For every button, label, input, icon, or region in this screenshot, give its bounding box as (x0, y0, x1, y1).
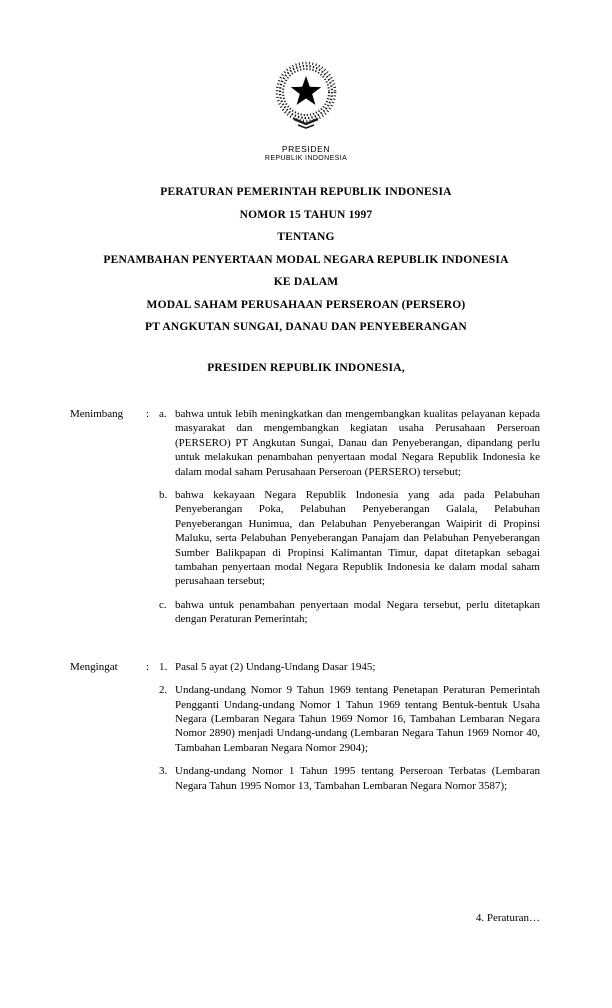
item-text: bahwa untuk lebih meningkatkan dan mengembangkan kualitas pelayanan kepada masyarakat dan mengembangkan kegiatan usaha Perusahaan Perseroan (PERSERO) PT Angkutan Sungai, Danau dan Penyeberangan, dipandang perlu untuk melakukan penambahan penyertaan modal Negara Republik Indonesia ke dalam modal saham Perusahaan Perseroan (PERSERO) tersebut; (175, 408, 540, 478)
item-marker: 1. (159, 660, 168, 673)
mengingat-label: Mengingat (70, 660, 118, 673)
item-text: Pasal 5 ayat (2) Undang-Undang Dasar 1945; (175, 660, 376, 673)
item-marker: 2. (159, 684, 168, 697)
menimbang-item-c (159, 598, 540, 627)
menimbang-item-b (159, 488, 540, 589)
mengingat-colon: : (146, 660, 150, 673)
item-marker: 3. (159, 765, 168, 778)
item-text: bahwa untuk penambahan penyertaan modal Negara tersebut, perlu ditetapkan dengan Peraturan Pemerintah; (175, 598, 540, 626)
item-text: bahwa kekayaan Negara Republik Indonesia yang ada pada Pelabuhan Penyeberangan Poka, Pelabuhan Penyeberangan Galala, Pelabuhan Penyeberangan Hunimua, dan Pelabuhan Penyeberangan Waipirit di Propinsi Maluku, serta Pelabuhan Penyeberangan Panajam dan Pelabuhan Penyeberangan Sumber Balikpapan di Propinsi Kalimantan Timur, dapat ditetapkan sebagai tambahan penyertaan modal Negara Republik Indonesia ke dalam modal saham perusahaan tersebut; (175, 489, 540, 588)
menimbang-section (70, 407, 540, 627)
decree-title-line: PERATURAN PEMERINTAH REPUBLIK INDONESIA (160, 186, 452, 198)
menimbang-label: Menimbang (70, 408, 124, 420)
page-catchword: 4. Peraturan… (475, 912, 540, 924)
item-marker: a. (159, 408, 167, 420)
item-marker: c. (159, 598, 167, 611)
mengingat-section (70, 660, 540, 793)
letterhead (0, 0, 612, 162)
decree-subject-line-2: KE DALAM (273, 276, 339, 288)
letterhead-republik-label: REPUBLIK INDONESIA (264, 155, 348, 162)
preamble-heading: PRESIDEN REPUBLIK INDONESIA, (207, 362, 405, 374)
decree-tentang-line: TENTANG (277, 231, 335, 243)
mengingat-item-3 (159, 764, 540, 793)
item-marker: b. (159, 489, 168, 502)
mengingat-item-2 (159, 683, 540, 755)
menimbang-items (159, 407, 540, 627)
decree-subject-line-1: PENAMBAHAN PENYERTAAN MODAL NEGARA REPUBLIK INDONESIA (103, 253, 509, 266)
mengingat-items (159, 660, 540, 793)
decree-subject-line-4: PT ANGKUTAN SUNGAI, DANAU DAN PENYEBERANGAN (145, 321, 467, 333)
mengingat-item-1 (159, 660, 540, 674)
menimbang-item-a (159, 407, 540, 479)
decree-subject-line-3: MODAL SAHAM PERUSAHAAN PERSEROAN (PERSERO) (146, 298, 466, 311)
letterhead-presiden-label: PRESIDEN (281, 144, 331, 154)
menimbang-colon: : (146, 408, 150, 420)
decree-number-line: NOMOR 15 TAHUN 1997 (239, 208, 373, 221)
decree-title-block (0, 186, 612, 333)
state-emblem-icon (268, 56, 344, 136)
item-text: Undang-undang Nomor 9 Tahun 1969 tentang Penetapan Peraturan Pemerintah Pengganti Undang-undang Nomor 1 Tahun 1969 tentang Bentuk-bentuk Usaha Negara (Lembaran Negara Tahun 1969 Nomor 16, Tambahan Lembaran Negara Nomor 2890) menjadi Undang-undang (Lembaran Negara Tahun 1969 Nomor 40, Tambahan Lembaran Negara Nomor 2904); (175, 684, 540, 754)
document-body (0, 407, 612, 793)
item-text: Undang-undang Nomor 1 Tahun 1995 tentang Perseroan Terbatas (Lembaran Negara Tahun 1995 Nomor 13, Tambahan Lembaran Negara Nomor 3587); (175, 765, 540, 792)
